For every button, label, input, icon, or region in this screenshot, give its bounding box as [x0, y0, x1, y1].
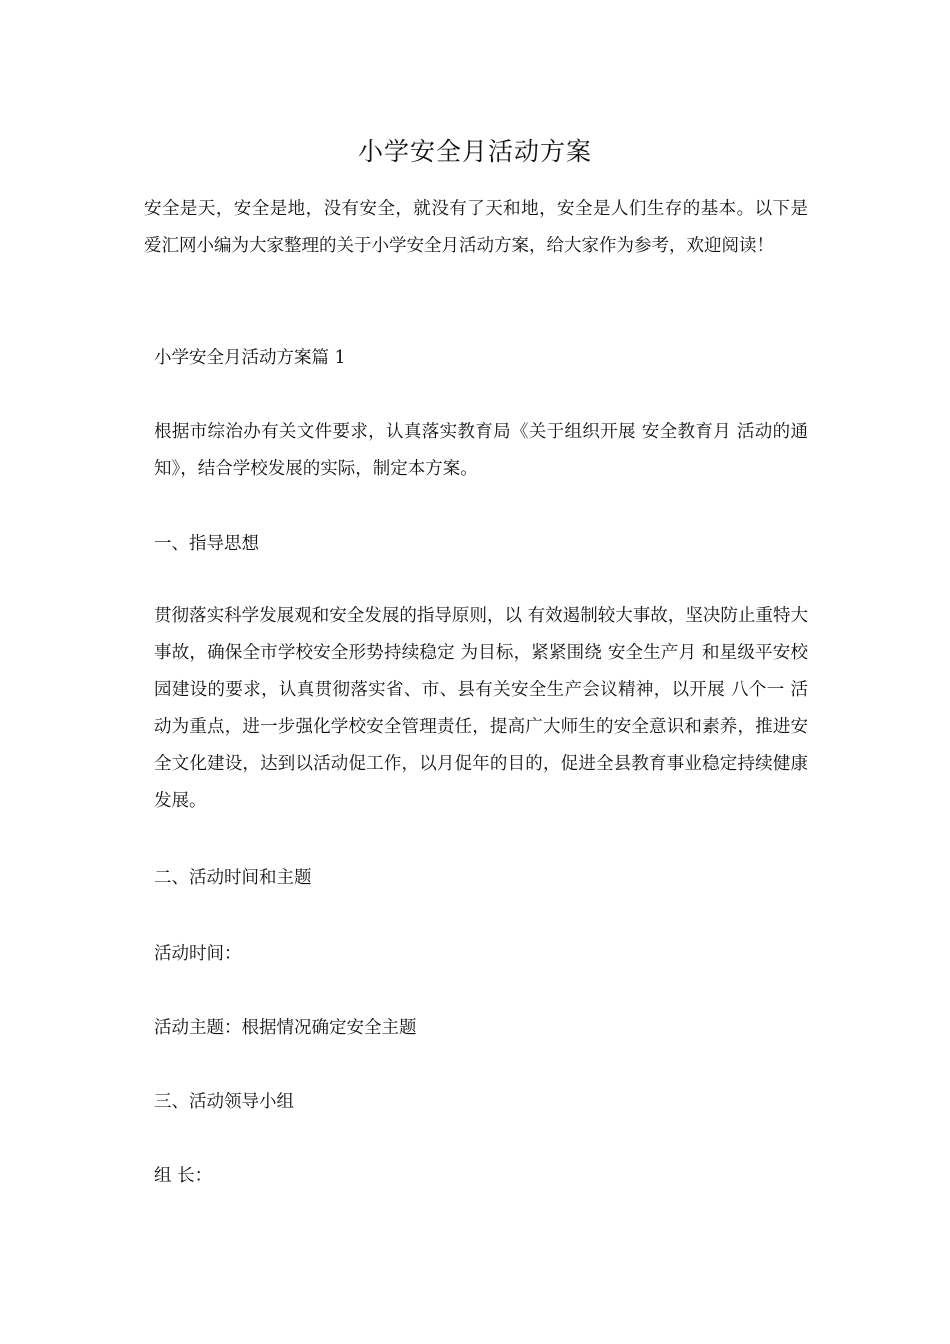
subtitle-heading: 小学安全月活动方案篇 1 [154, 348, 346, 368]
section-heading-time-and-theme: 二、活动时间和主题 [154, 868, 312, 888]
section-heading-guiding-thought: 一、指导思想 [154, 534, 259, 554]
basis-paragraph: 根据市综治办有关文件要求，认真落实教育局《关于组织开展 安全教育月 活动的通知》，结合学校发展的实际，制定本方案。 [154, 422, 808, 479]
group-leader-line: 组 长： [154, 1166, 213, 1186]
activity-time-line: 活动时间： [154, 944, 242, 964]
intro-paragraph: 安全是天，安全是地，没有安全，就没有了天和地，安全是人们生存的基本。以下是爱汇网小编为大家整理的关于小学安全月活动方案，给大家作为参考，欢迎阅读！ [144, 199, 808, 256]
section-heading-leadership-group: 三、活动领导小组 [154, 1092, 294, 1112]
document-title: 小学安全月活动方案 [357, 137, 592, 166]
activity-theme-line: 活动主题：根据情况确定安全主题 [154, 1018, 417, 1038]
guiding-thought-paragraph: 贯彻落实科学发展观和安全发展的指导原则，以 有效遏制较大事故，坚决防止重特大事故，确保全市学校安全形势持续稳定 为目标，紧紧围绕 安全生产月 和星级平安校园建设的要求，认真贯彻落实省、市、县有关安全生产会议精神，以开展 八个一 活动为重点，进一步强化学校安全管理责任，提高广大师生的安全意识和素养，推进安全文化建设，达到以活动促工作，以月促年的目的，促进全县教育事业稳定持续健康发展。 [154, 606, 808, 811]
